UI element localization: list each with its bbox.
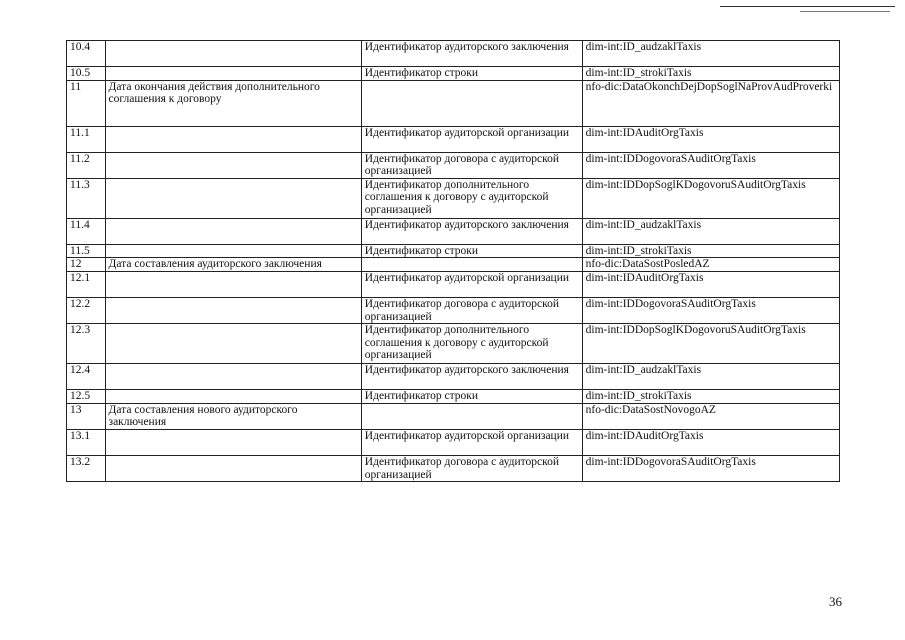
element-name: [105, 364, 361, 390]
table-row: [67, 178, 840, 218]
element-name: Дата окончания действия дополнительного соглашения к договору: [105, 80, 361, 126]
element-description: Идентификатор строки: [361, 390, 582, 404]
element-code: nfo-dic:DataOkonchDejDopSoglNaProvAudProverki: [582, 80, 839, 126]
element-name: [105, 218, 361, 244]
element-description: [361, 403, 582, 429]
element-description: Идентификатор аудиторского заключения: [361, 218, 582, 244]
element-name: Дата составления аудиторского заключения: [105, 258, 361, 272]
element-code: dim-int:ID_strokiTaxis: [582, 390, 839, 404]
element-code: dim-int:IDAuditOrgTaxis: [582, 126, 839, 152]
element-name: [105, 297, 361, 323]
table-row: [67, 258, 840, 272]
element-name: [105, 324, 361, 364]
table-row: [67, 429, 840, 455]
element-code: dim-int:IDDogovoraSAuditOrgTaxis: [582, 455, 839, 481]
table-row: [67, 244, 840, 258]
row-number: 12: [67, 258, 106, 272]
element-code: dim-int:ID_audzaklTaxis: [582, 218, 839, 244]
element-code: dim-int:IDAuditOrgTaxis: [582, 429, 839, 455]
row-number: 13.2: [67, 455, 106, 481]
element-name: [105, 429, 361, 455]
row-number: 13.1: [67, 429, 106, 455]
table-row: [67, 218, 840, 244]
table-row: [67, 324, 840, 364]
element-description: [361, 258, 582, 272]
element-description: Идентификатор дополнительного соглашения к договору с аудиторской организацией: [361, 178, 582, 218]
row-number: 11.1: [67, 126, 106, 152]
table-row: [67, 152, 840, 178]
element-name: [105, 41, 361, 67]
element-code: dim-int:ID_strokiTaxis: [582, 67, 839, 81]
element-code: dim-int:IDDopSoglKDogovoruSAuditOrgTaxis: [582, 178, 839, 218]
element-name: [105, 271, 361, 297]
table-row: [67, 297, 840, 323]
element-table: [66, 40, 840, 482]
element-code: dim-int:IDDopSoglKDogovoruSAuditOrgTaxis: [582, 324, 839, 364]
element-code: dim-int:ID_audzaklTaxis: [582, 41, 839, 67]
element-name: [105, 178, 361, 218]
row-number: 10.5: [67, 67, 106, 81]
row-number: 11.5: [67, 244, 106, 258]
element-name: Дата составления нового аудиторского заключения: [105, 403, 361, 429]
element-description: Идентификатор договора с аудиторской организацией: [361, 297, 582, 323]
table-row: [67, 403, 840, 429]
row-number: 12.3: [67, 324, 106, 364]
element-name: [105, 126, 361, 152]
element-description: Идентификатор договора с аудиторской организацией: [361, 455, 582, 481]
table-row: [67, 80, 840, 126]
row-number: 12.2: [67, 297, 106, 323]
element-code: nfo-dic:DataSostPosledAZ: [582, 258, 839, 272]
header-rule: [720, 6, 895, 7]
element-description: Идентификатор аудиторской организации: [361, 271, 582, 297]
row-number: 13: [67, 403, 106, 429]
element-table-body: [67, 41, 840, 482]
header-rule-secondary: [800, 11, 890, 12]
page-number: 36: [829, 594, 842, 609]
element-description: [361, 80, 582, 126]
row-number: 12.1: [67, 271, 106, 297]
table-row: [67, 126, 840, 152]
table-row: [67, 390, 840, 404]
row-number: 12.4: [67, 364, 106, 390]
element-name: [105, 455, 361, 481]
element-code: dim-int:IDAuditOrgTaxis: [582, 271, 839, 297]
row-number: 11.2: [67, 152, 106, 178]
element-name: [105, 244, 361, 258]
row-number: 10.4: [67, 41, 106, 67]
element-description: Идентификатор аудиторского заключения: [361, 41, 582, 67]
element-description: Идентификатор аудиторской организации: [361, 429, 582, 455]
element-name: [105, 67, 361, 81]
element-code: dim-int:IDDogovoraSAuditOrgTaxis: [582, 297, 839, 323]
element-name: [105, 152, 361, 178]
element-name: [105, 390, 361, 404]
row-number: 11.4: [67, 218, 106, 244]
row-number: 11.3: [67, 178, 106, 218]
row-number: 12.5: [67, 390, 106, 404]
table-row: [67, 271, 840, 297]
element-description: Идентификатор аудиторской организации: [361, 126, 582, 152]
element-description: Идентификатор строки: [361, 244, 582, 258]
element-description: Идентификатор договора с аудиторской организацией: [361, 152, 582, 178]
element-description: Идентификатор дополнительного соглашения к договору с аудиторской организацией: [361, 324, 582, 364]
element-description: Идентификатор строки: [361, 67, 582, 81]
table-row: [67, 364, 840, 390]
element-code: dim-int:IDDogovoraSAuditOrgTaxis: [582, 152, 839, 178]
table-row: [67, 455, 840, 481]
element-description: Идентификатор аудиторского заключения: [361, 364, 582, 390]
row-number: 11: [67, 80, 106, 126]
element-code: nfo-dic:DataSostNovogoAZ: [582, 403, 839, 429]
element-code: dim-int:ID_audzaklTaxis: [582, 364, 839, 390]
table-row: [67, 67, 840, 81]
table-row: [67, 41, 840, 67]
element-code: dim-int:ID_strokiTaxis: [582, 244, 839, 258]
